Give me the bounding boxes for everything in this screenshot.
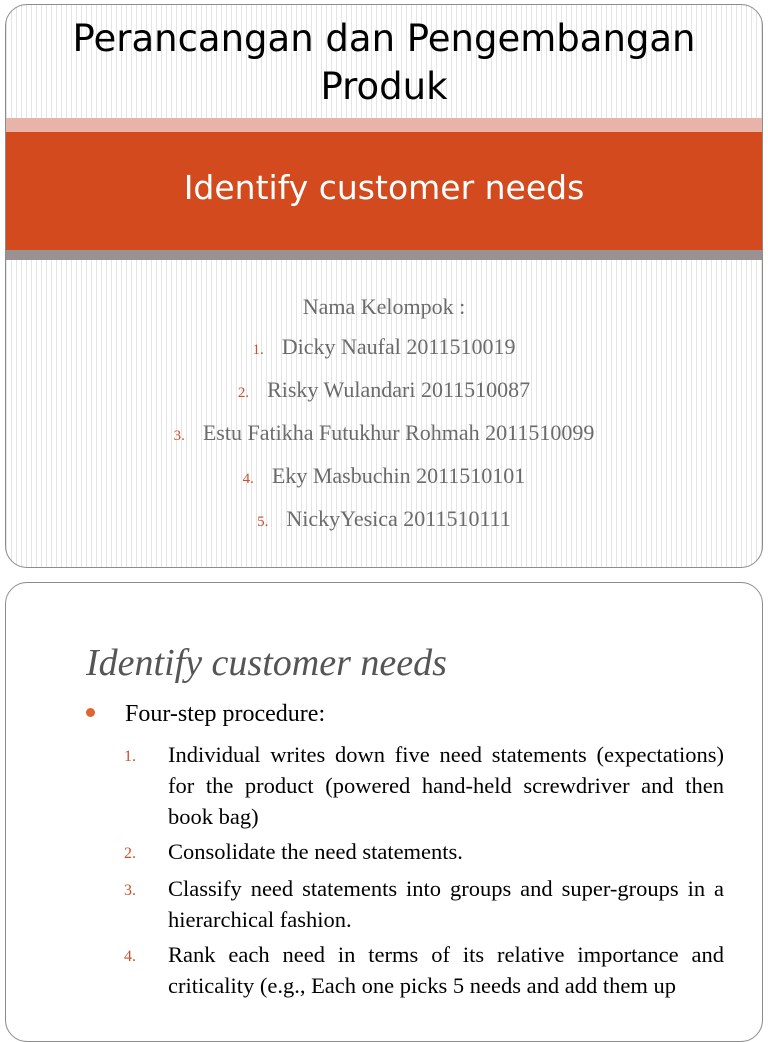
- member-list-heading: Nama Kelompok :: [302, 294, 466, 319]
- step-item: [124, 873, 724, 935]
- step-text: Individual writes down five need statements (expectations) for the product (powered hand-held screwdriver and then book bag): [168, 742, 724, 829]
- member-name: Estu Fatikha Futukhur Rohmah 2011510099: [202, 420, 595, 445]
- content-slide: [5, 582, 763, 1042]
- step-number: 4.: [124, 948, 136, 965]
- member-name: Risky Wulandari 2011510087: [267, 377, 531, 402]
- step-number: 2.: [124, 845, 136, 862]
- title-slide: [5, 4, 763, 568]
- member-name: Eky Masbuchin 2011510101: [271, 463, 526, 488]
- step-item: [124, 836, 724, 869]
- slide-subtitle: Identify customer needs: [183, 168, 585, 207]
- member-list: [6, 287, 762, 542]
- step-list: [124, 739, 724, 1005]
- step-item: [124, 939, 724, 1001]
- member-name: Dicky Naufal 2011510019: [281, 334, 516, 359]
- member-number: 2.: [237, 385, 250, 401]
- slide-title: Perancangan dan Pengembangan Produk: [72, 17, 696, 108]
- member-item: [6, 327, 762, 370]
- member-item: [6, 370, 762, 413]
- member-name: NickyYesica 2011510111: [286, 506, 511, 531]
- step-text: Classify need statements into groups and super-groups in a hierarchical fashion.: [168, 876, 724, 932]
- step-number: 3.: [124, 882, 136, 899]
- bullet-dot-icon: [86, 708, 95, 717]
- bullet-item: [86, 701, 325, 728]
- step-item: [124, 739, 724, 832]
- member-number: 3.: [173, 428, 185, 444]
- member-number: 4.: [242, 471, 254, 487]
- accent-band-top: [6, 118, 762, 132]
- bullet-text: Four-step procedure:: [125, 701, 326, 727]
- member-item: [6, 456, 762, 499]
- member-item: [6, 413, 762, 456]
- step-text: Consolidate the need statements.: [168, 839, 463, 864]
- member-number: 1.: [252, 342, 264, 358]
- step-number: 1.: [124, 748, 136, 765]
- member-item: [6, 499, 762, 542]
- accent-band-bottom: [6, 250, 762, 260]
- slide-heading: Identify customer needs: [86, 642, 447, 684]
- member-number: 5.: [257, 514, 269, 530]
- step-text: Rank each need in terms of its relative importance and criticality (e.g., Each one picks 5 needs and add them up: [168, 942, 724, 998]
